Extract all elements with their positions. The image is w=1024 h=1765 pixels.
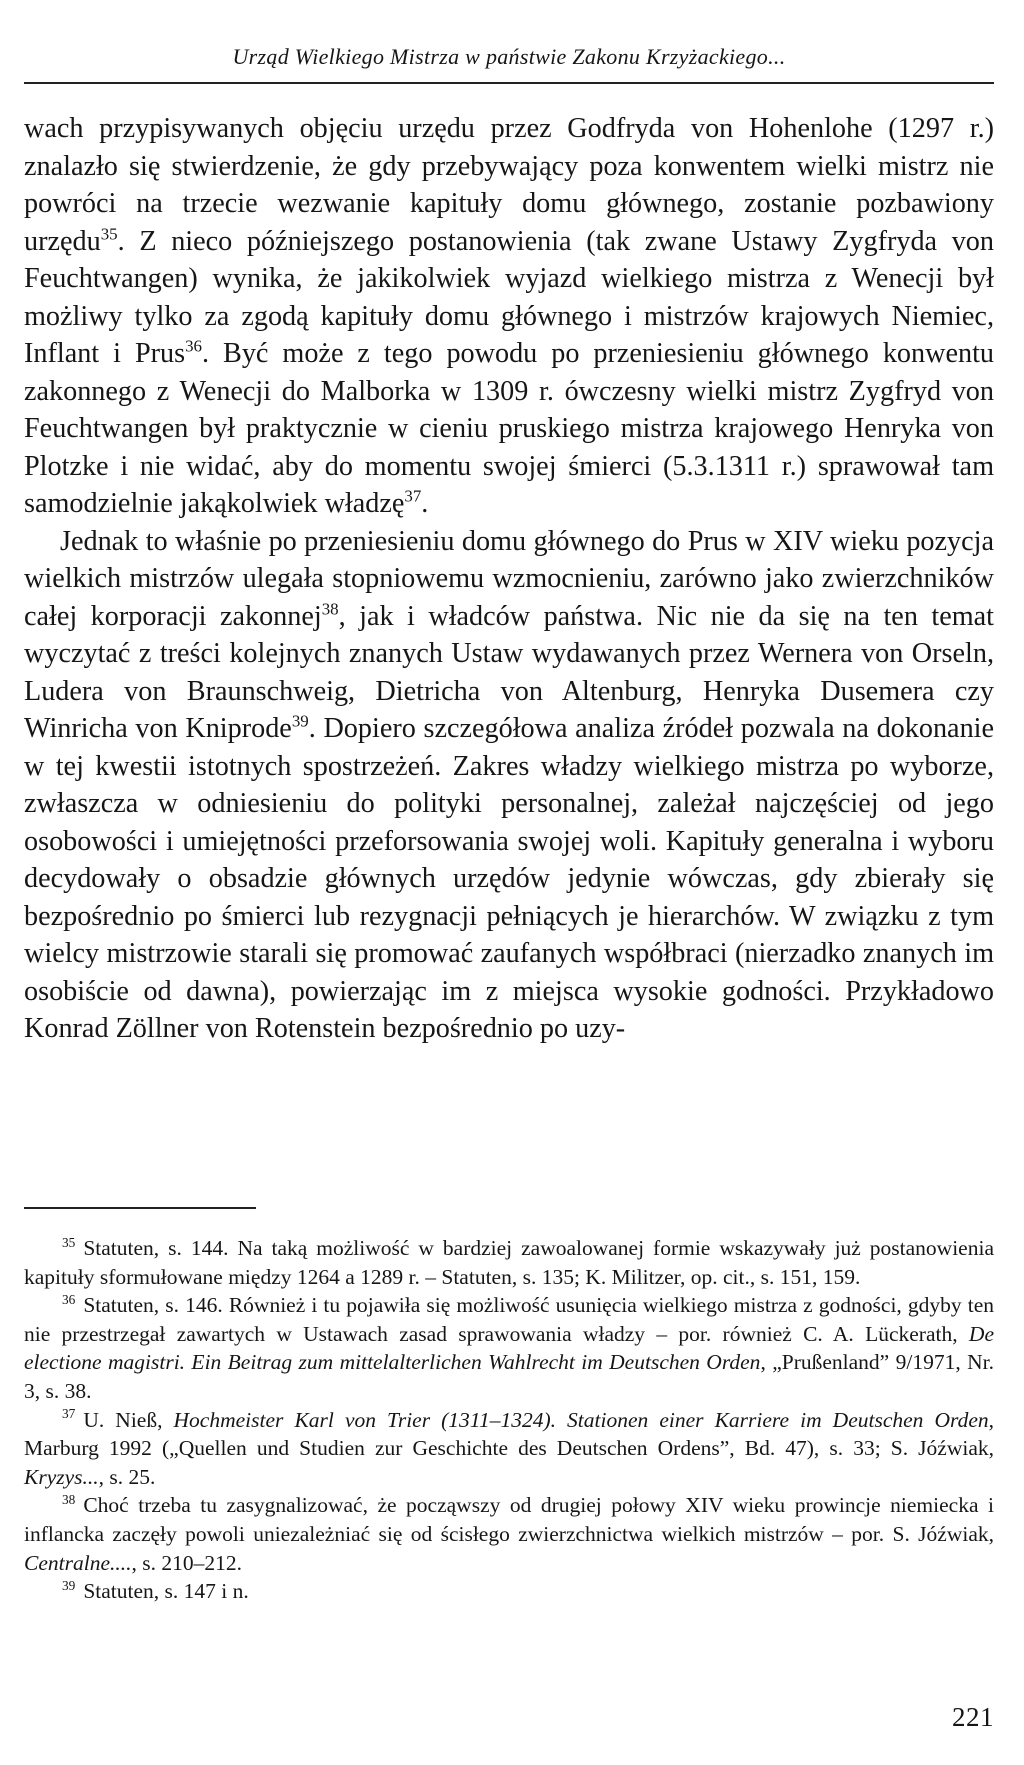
footnote-text: , s. 210–212. [131, 1550, 242, 1575]
running-header: Urząd Wielkiego Mistrza w państwie Zakonu Krzyżackiego... [232, 44, 786, 69]
text-run: wach przypisywanych objęciu urzędu przez Godfryda von Hohenlohe (1297 r.) znalazło się stwierdzenie, że gdy przebywający poza konwentem wielki mistrz nie powróci na trzecie wezwanie kapituły domu głównego, zostanie pozbawiony urzędu [24, 113, 994, 257]
footnote-37 [24, 1406, 994, 1492]
text-run: . [421, 488, 429, 519]
footnote-ref-36[interactable]: 36 [185, 336, 202, 356]
paragraph-1 [24, 110, 994, 523]
footnote-text: , s. 25. [98, 1464, 156, 1489]
footnote-number: 39 [62, 1577, 76, 1593]
footnote-number: 35 [62, 1234, 76, 1250]
footnote-text: U. Nieß, [83, 1407, 174, 1432]
footnote-ref-35[interactable]: 35 [100, 224, 118, 244]
text-run: . Dopiero szczegółowa analiza źródeł pozwala na dokonanie w tej kwestii istotnych spostrzeżeń. Zakres władzy wielkiego mistrza po wyborze, zwłaszcza w odniesieniu do polityki personalnej, zależał najczęściej od jego osobowości i umiejętności przeforsowania swojej woli. Kapituły generalna i wyboru decydowały o obsadzie głównych urzędów jedynie wówczas, gdy zbierały się bezpośrednio po śmierci lub rezygnacji pełniących je hierarchów. W związku z tym wielcy mistrzowie starali się promować zaufanych współbraci (nierzadko znanych im osobiście od dawna), powierzając im z miejsca wysokie godności. Przykładowo Konrad Zöllner von Rotenstein bezpośrednio po uzy- [24, 713, 994, 1044]
footnote-title-italic: Hochmeister Karl von Trier (1311–1324). Stationen einer Karriere im Deutschen Orden [173, 1407, 989, 1432]
footnote-text: Statuten, s. 146. Również i tu pojawiła się możliwość usunięcia wielkiego mistrza z godności, gdyby ten nie przestrzegał zawartych w Ustawach zasad sprawowania władzy – por. również C. A. Lückerath, [24, 1293, 994, 1346]
footnote-title-italic: De electione magistri. Ein Beitrag zum mittelalterlichen Wahlrecht im Deutschen Orden [24, 1321, 994, 1375]
footnote-title-italic: Kryzys... [24, 1464, 99, 1489]
text-run: Jednak to właśnie po przeniesieniu domu głównego do Prus w XIV wieku pozycja wielkich mistrzów ulegała stopniowemu wzmocnieniu, zarówno jako zwierzchników całej korporacji zakonnej [24, 525, 994, 632]
footnotes [24, 1234, 994, 1606]
footnote-number: 36 [62, 1292, 76, 1308]
footnote-number: 38 [62, 1492, 76, 1508]
footnote-ref-39[interactable]: 39 [291, 711, 309, 731]
footnote-35 [24, 1234, 994, 1291]
footnote-ref-37[interactable]: 37 [404, 486, 422, 506]
paragraph-2 [24, 523, 994, 1048]
book-page [24, 0, 994, 1765]
text-run: . Z nieco późniejszego postanowienia (tak zwane Ustawy Zygfryda von Feuchtwangen) wynika, że jakikolwiek wyjazd wielkiego mistrza z Wenecji był możliwy tylko za zgodą kapituły domu głównego i mistrzów krajowych Niemiec, Inflant i Prus [24, 225, 994, 369]
page-number: 221 [952, 1702, 994, 1732]
footnote-rule [24, 1207, 256, 1209]
footnote-number: 37 [62, 1406, 76, 1422]
text-run: . Być może z tego powodu po przeniesieniu głównego konwentu zakonnego z Wenecji do Malborka w 1309 r. ówczesny wielki mistrz Zygfryd von Feuchtwangen był praktycznie w cieniu pruskiego mistrza krajowego Henryka von Plotzke i nie widać, aby do momentu swojej śmierci (5.3.1311 r.) sprawował tam samodzielnie jakąkolwiek władzę [24, 338, 995, 519]
footnote-title-italic: Centralne.... [24, 1550, 132, 1575]
footnote-text: Choć trzeba tu zasygnalizować, że począwszy od drugiej połowy XIV wieku prowincje niemiecka i inflancka zaczęły powoli uniezależniać się od ścisłego zwierzchnictwa wielkich mistrzów – por. S. Jóźwiak, [24, 1493, 994, 1546]
footnote-ref-38[interactable]: 38 [321, 599, 339, 619]
footnote-36 [24, 1291, 994, 1405]
footnote-38 [24, 1491, 994, 1577]
footnote-text: , „Prußenland” 9/1971, Nr. 3, s. 38. [24, 1350, 994, 1403]
footnote-text: Statuten, s. 147 i n. [83, 1579, 249, 1604]
footnote-39 [24, 1577, 994, 1606]
header-rule [24, 82, 994, 84]
footnote-text: Statuten, s. 144. Na taką możliwość w bardziej zawoalowanej formie wskazywały już postanowienia kapituły sformułowane między 1264 a 1289 r. – Statuten, s. 135; K. Militzer, op. cit., s. 151, 159. [24, 1236, 994, 1289]
text-run: , jak i władców państwa. Nic nie da się na ten temat wyczytać z treści kolejnych znanych Ustaw wydawanych przez Wernera von Orseln, Ludera von Braunschweig, Dietricha von Altenburg, Henryka Dusemera czy Winricha von Kniprode [24, 600, 994, 744]
footnote-text: , Marburg 1992 („Quellen und Studien zur Geschichte des Deutschen Ordens”, Bd. 47), s. 33; S. Jóźwiak, [24, 1407, 994, 1461]
main-text [24, 110, 994, 1048]
